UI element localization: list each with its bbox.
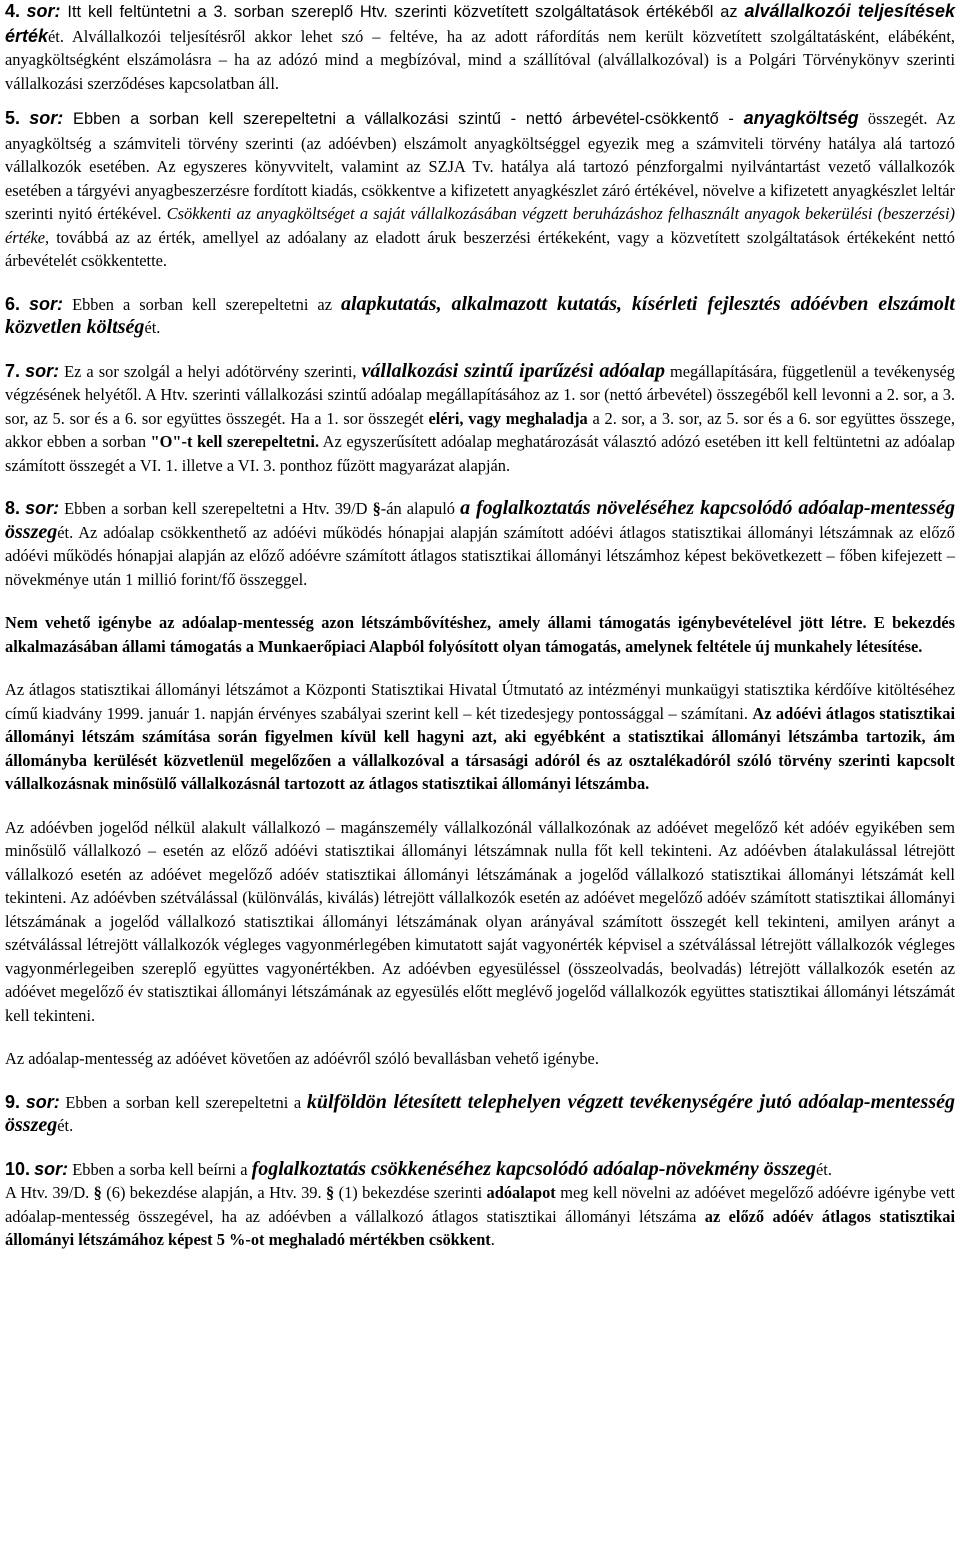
section-row-10-body [5, 1181, 955, 1252]
row-highlight: alvállalkozói teljesítések érték [5, 1, 955, 46]
row-text: továbbá az az érték, amellyel az adóalany az eladott áruk beszerzési értékeként, vagy a közvetített szolgáltatások értékeként nettó árbevételét csökkentette. [5, 227, 955, 270]
row-label: sor: [25, 1091, 60, 1112]
row-text: meg kell növelni az adóévet megelőző adóévre igénybe vett adóalap-mentesség összegével, ha az adóévben a vállalkozó átlagos statisztikai állományi létszáma [5, 1183, 955, 1226]
row-highlight: anyagköltség [743, 108, 859, 128]
row-highlight: foglalkoztatás csökkenéséhez kapcsolódó adóalap-növekmény összeg [251, 1157, 816, 1180]
row-label: sor: [26, 1, 61, 21]
row-text: Ebben a sorban kell szerepeltetni a vállalkozási szintű - nettó árbevétel-csökkentő - [63, 110, 744, 128]
row-number: 10. [5, 1158, 31, 1179]
row-number: 4. [5, 1, 21, 21]
section-row-9 [5, 1091, 955, 1138]
section-row-8 [5, 497, 955, 591]
row-text: Ebben a sorban kell szerepeltetni a Htv. 39/D [59, 499, 373, 518]
row-text: Ez a sor szolgál a helyi adótörvény szerinti, [59, 361, 362, 381]
row-text: Itt kell feltüntetni a 3. sorban szereplő Htv. szerinti közvetített szolgáltatások értékéből az [60, 3, 745, 21]
paragraph-koveto: Az adóalap-mentesség az adóévet követően az adóévről szóló bevallásban vehető igénybe. [5, 1049, 599, 1068]
row-label: sor: [25, 360, 60, 381]
paragraph-text: Az átlagos statisztikai állományi létszámot a Központi Statisztikai Hivatal Útmutató az intézményi munkaügyi statisztika kérdőíve kitöltéséhez című kiadvány 1999. január 1. napján érvényes szabályai szerint kell – két tizedesjegy pontossággal – számítani. [5, 680, 955, 723]
section-row-5 [5, 107, 955, 273]
paragraph-atlagos-letszam [5, 678, 955, 796]
row-bold-text: adóalapot [486, 1183, 556, 1202]
row-bold-text: az előző adóév átlagos statisztikai állományi létszámához képest 5 %-ot meghaladó mértékben csökkent [5, 1206, 955, 1249]
row-text: ét. Az adóalap csökkenthető az adóévi működés hónapjai alapján számított adóévi átlagos statisztikai állományi létszámnak az előző adóévi működés hónapjai alapján az előző adóévre számított átlagos statisztikai állományi létszámhoz képest bekövetkezett – főben kifejezett – növekménye után 1 millió forint/fő összeggel. [5, 522, 955, 589]
row-text: A Htv. 39/D. [5, 1183, 94, 1202]
row-text: ét. [144, 318, 161, 337]
row-text: . [490, 1230, 495, 1249]
row-text: (1) bekezdése szerinti [334, 1183, 487, 1202]
paragraph-sign: § [326, 1183, 335, 1202]
row-highlight: vállalkozási szintű iparűzési adóalap [361, 359, 665, 382]
paragraph-bold-text: Az adóévi átlagos statisztikai állományi létszám számítása során figyelmen kívül kell hagyni azt, aki egyébként a statisztikai állományi létszámba tartozik, ám állományba kerülését közvetlenül megelőzően a vállalkozóval a társasági adóról és az osztalékadóról szóló törvény szerinti kapcsolt vállalkozásnak minősülő vállalkozásnál tartozott az átlagos statisztikai állományi létszámba. [5, 703, 955, 793]
row-highlight: alapkutatás, alkalmazott kutatás, kísérleti fejlesztés adóévben elszámolt közvetlen költség [5, 292, 955, 338]
section-row-7 [5, 360, 955, 478]
row-text: megállapítására, függetlenül a tevékenység végzésének helyétől. A Htv. szerinti vállalkozási szintű adóalap megállapításához az 1. sor (nettó árbevétel) összegéből kell levonni a 2. sor, a 3. sor, az 5. sor és a 6. sor együttes összegét. Ha a 1. sor összegét [5, 361, 955, 428]
section-row-4 [5, 0, 955, 95]
row-number: 9. [5, 1091, 21, 1112]
row-text: ét. [57, 1116, 74, 1135]
paragraph-sign: § [93, 1183, 102, 1202]
row-label: sor: [34, 1158, 69, 1179]
section-row-10 [5, 1158, 955, 1182]
row-text: Ebben a sorba kell beírni a [68, 1159, 252, 1179]
row-label: sor: [29, 108, 64, 128]
row-italic-text: Csökkenti az anyagköltséget a saját vállalkozásában végzett beruházáshoz felhasznált anyagok bekerülési (beszerzési) értéke, [5, 204, 955, 247]
row-highlight: külföldön létesített telephelyen végzett tevékenységére jutó adóalap-mentesség összeg [5, 1090, 955, 1136]
row-bold-text: eléri, vagy meghaladja [428, 408, 588, 428]
row-text: Ebben a sorban kell szerepeltetni a [59, 1092, 307, 1112]
document-page [5, 0, 955, 1252]
section-row-6 [5, 293, 955, 340]
row-highlight: a foglalkoztatás növeléséhez kapcsolódó adóalap-mentesség összeg [5, 497, 955, 543]
row-number: 5. [5, 108, 21, 128]
row-text: összegét. Az anyagköltség a számviteli törvény szerinti (az adóévben) elszámolt anyagköltséggel egyezik meg a számviteli törvény hatálya alá tartozó vállalkozók esetében. Az egyszeres könyvvitelt, valamint az SZJA Tv. hatálya alá tartozó pénzforgalmi nyilvántartást vezető vállalkozók esetében a tárgyévi anyagbeszerzésre fordított kiadás, csökkentve a kifizetett anyagkészlet záró értékével, növelve a kifizetett anyagkészlet leltár szerinti nyitó értékével. [5, 109, 955, 223]
row-number: 8. [5, 498, 21, 518]
row-text: Ebben a sorban kell szerepeltetni az [63, 294, 341, 314]
row-text: ét. Alvállalkozói teljesítésről akkor lehet szó – feltéve, ha az adott ráfordítás nem került közvetített szolgáltatásként, elábéként, anyagköltségként elszámolásra – ha az adózó mind a megbízóval, mind a szállítóval (alvállalkozóval) is a Polgári Törvénykönyv szerinti vállalkozási szerződéses kapcsolatban áll. [5, 26, 955, 93]
row-label: sor: [29, 293, 64, 314]
row-text: Az egyszerűsített adóalap meghatározását választó adózó esetében itt kell feltüntetni az adóalap számított összegét a VI. 1. illetve a VI. 3. ponthoz fűzött magyarázat alapján. [5, 432, 955, 475]
row-number: 6. [5, 293, 21, 314]
row-text: -án alapuló [380, 499, 461, 518]
row-text: a 2. sor, a 3. sor, az 5. sor és a 6. sor együttes összege, akkor ebben a sorban [5, 408, 955, 451]
row-number: 7. [5, 360, 21, 381]
row-text: ét. [815, 1159, 832, 1179]
paragraph-sign: § [372, 499, 381, 518]
paragraph-nem-veheto: Nem vehető igénybe az adóalap-mentesség azon létszámbővítéshez, amely állami támogatás igénybevételével jött létre. E bekezdés alkalmazásában állami támogatás a Munkaerőpiaci Alapból folyósított olyan támogatás, amelynek feltétele új munkahely létesítése. [5, 613, 955, 656]
row-bold-text: "O"-t kell szerepeltetni. [150, 432, 320, 451]
row-label: sor: [25, 498, 60, 518]
paragraph-jogelod: Az adóévben jogelőd nélkül alakult vállalkozó – magánszemély vállalkozónál vállalkozónak az adóévet megelőző két adóév egyikében sem minősülő vállalkozó – esetén az előző adóévi statisztikai állományi létszámnak nulla főt kell tekinteni. Az adóévben átalakulással létrejött vállalkozó esetén az adóévet megelőző adóév statisztikai állományi létszámának a jogelőd vállalkozó statisztikai állományi létszámát kell tekinteni. Az adóévben szétválással (különválás, kiválás) létrejött vállalkozók esetén az adóévet megelőző adóév számított statisztikai állományi létszámának a jogelőd vállalkozó statisztikai állományi létszámának olyan arányával számított összegét kell tekinteni, amilyen arányt a szétválással létrejött vállalkozók végleges vagyonmérlegében kimutatott saját vagyonérték képvisel a szétválással létrejött vállalkozók végleges vagyonmérlegeiben szereplő együttes vagyonértékben. Az adóévben egyesüléssel (összeolvadás, beolvadás) létrejött vállalkozók esetén az adóévet megelőző év statisztikai állományi létszámának az egyesülés előtt meglévő jogelőd vállalkozók együttes statisztikai állományi létszámát kell tekinteni. [5, 817, 955, 1025]
row-text: (6) bekezdése alapján, a Htv. 39. [101, 1183, 326, 1202]
